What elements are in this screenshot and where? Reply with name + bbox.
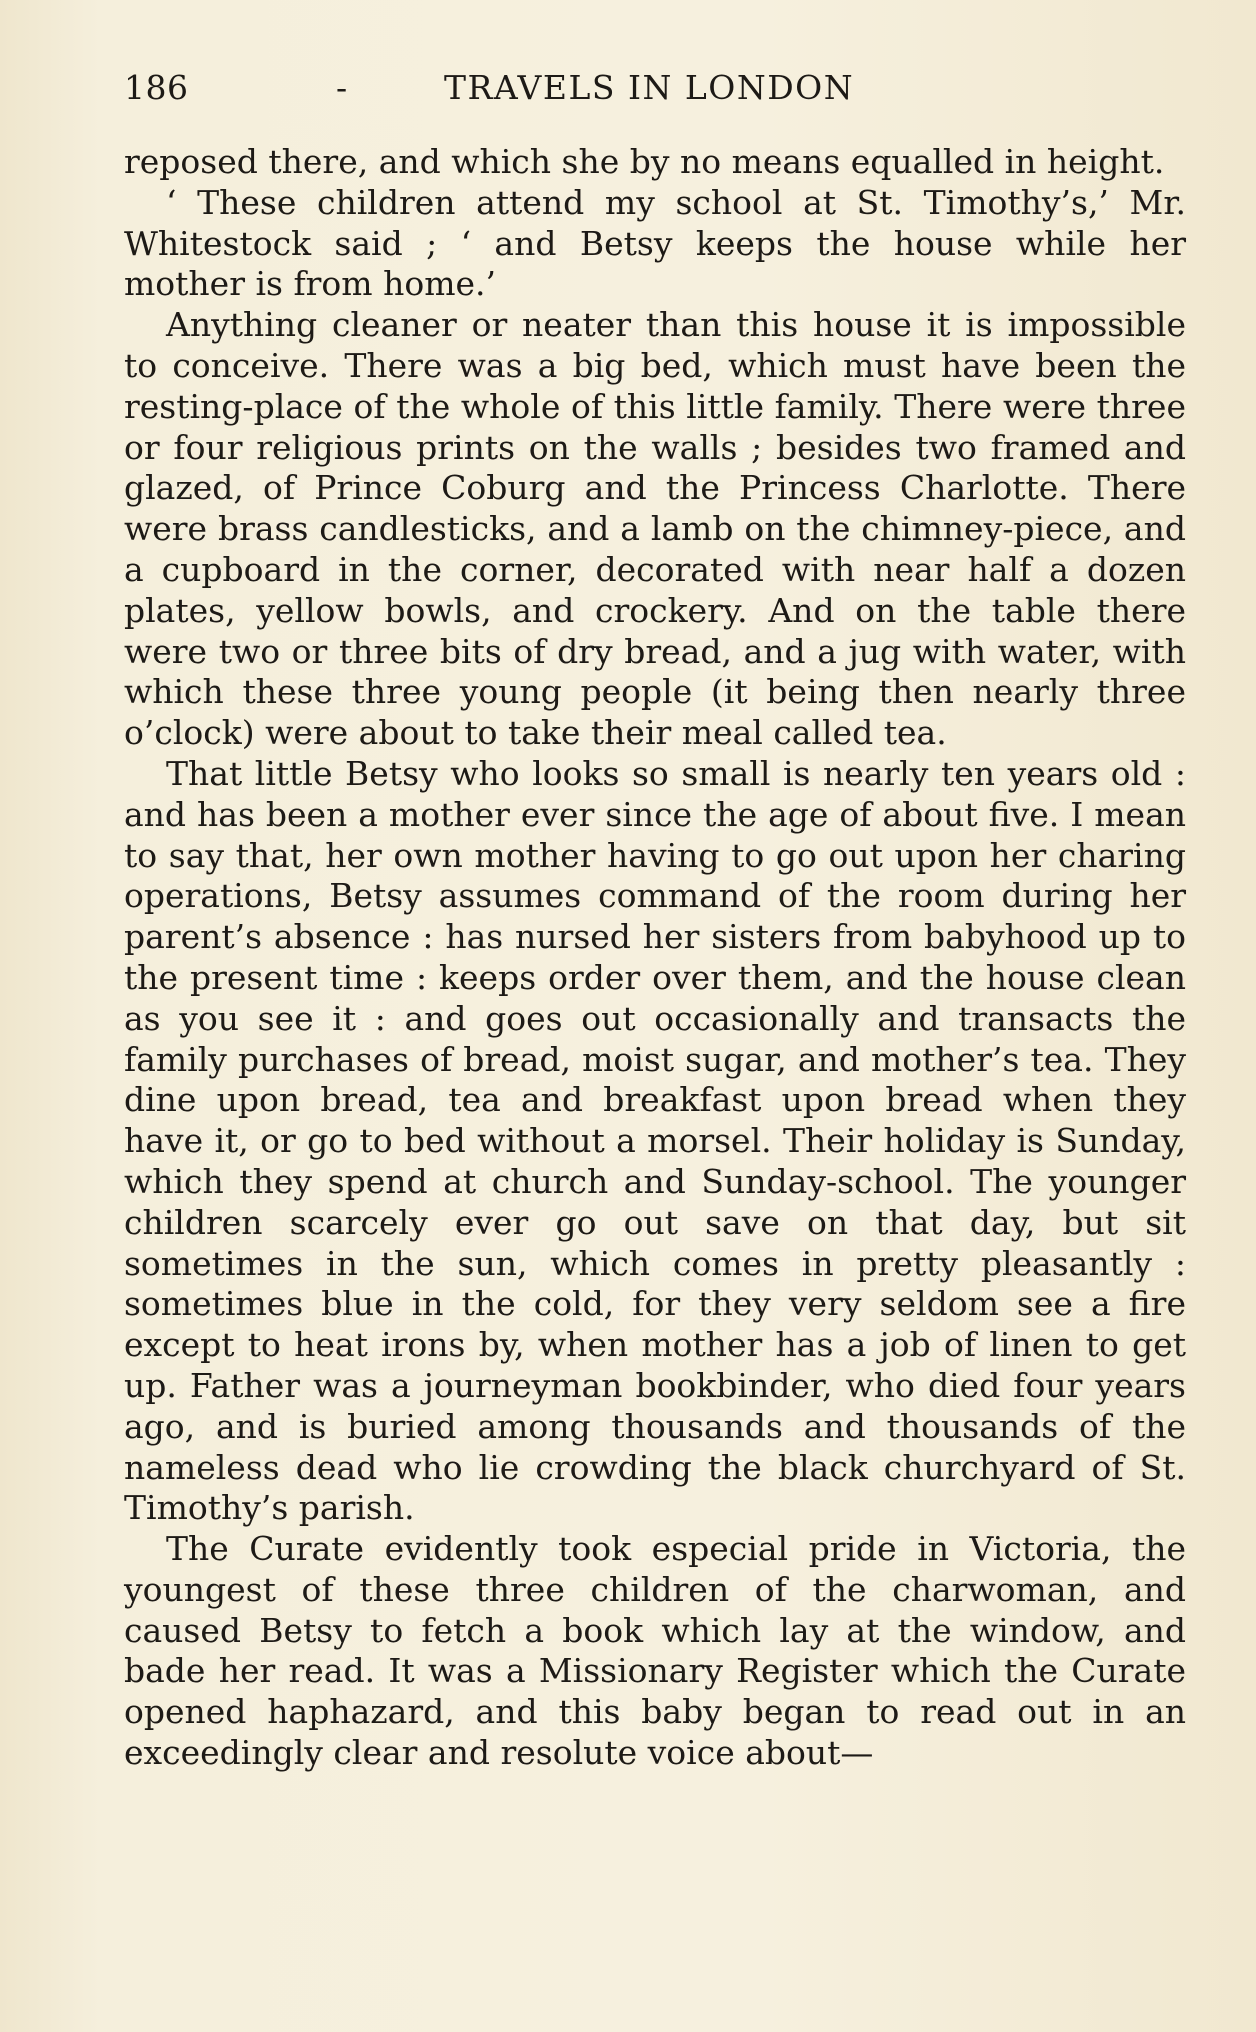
running-head <box>124 62 1186 112</box>
paragraph-continuation: reposed there, and which she by no means equalled in height. <box>124 142 1165 181</box>
paragraph-victoria: The Curate evidently took especial pride in Victoria, the youngest of these three children of the charwoman, and caused Betsy to fetch a book which lay at the window, and bade her read. It was a Missionary Register which the Curate opened haphazard, and this baby began to read out in an exceedingly clear and resolute voice about— <box>124 1529 1186 1773</box>
header-dash: - <box>336 68 348 107</box>
page-number: 186 <box>124 68 189 107</box>
body-text <box>124 142 1186 1774</box>
paragraph-dialogue: ‘ These children attend my school at St. Timothy’s,’ Mr. Whitestock said ; ‘ and Betsy keeps the house while her mother is from home.’ <box>124 182 1186 304</box>
paragraph-betsy: That little Betsy who looks so small is nearly ten years old : and has been a mother ever since the age of about five. I mean to say that, her own mother having to go out upon her charing operations, Betsy assumes command of the room during her parent’s absence : has nursed her sisters from babyhood up to the present time : keeps order over them, and the house clean as you see it : and goes out occasionally and transacts the family purchases of bread, moist sugar, and mother’s tea. They dine upon bread, tea and breakfast upon bread when they have it, or go to bed without a morsel. Their holiday is Sunday, which they spend at church and Sunday-school. The younger children scarcely ever go out save on that day, but sit sometimes in the sun, which comes in pretty pleasantly : sometimes blue in the cold, for they very seldom see a fire except to heat irons by, when mother has a job of linen to get up. Father was a journeyman bookbinder, who died four years ago, and is buried among thousands and thousands of the nameless dead who lie crowding the black churchyard of St. Timothy’s parish. <box>124 753 1186 1528</box>
paragraph-house-description: Anything cleaner or neater than this house it is impossible to conceive. There was a big bed, which must have been the resting-place of the whole of this little family. There were three or four religious prints on the walls ; besides two framed and glazed, of Prince Coburg and the Princess Charlotte. There were brass candlesticks, and a lamb on the chimney-piece, and a cupboard in the corner, decorated with near half a dozen plates, yellow bowls, and crockery. And on the table there were two or three bits of dry bread, and a jug with water, with which these three young people (it being then nearly three o’clock) were about to take their meal called tea. <box>124 305 1186 753</box>
running-title: TRAVELS IN LONDON <box>444 68 855 107</box>
